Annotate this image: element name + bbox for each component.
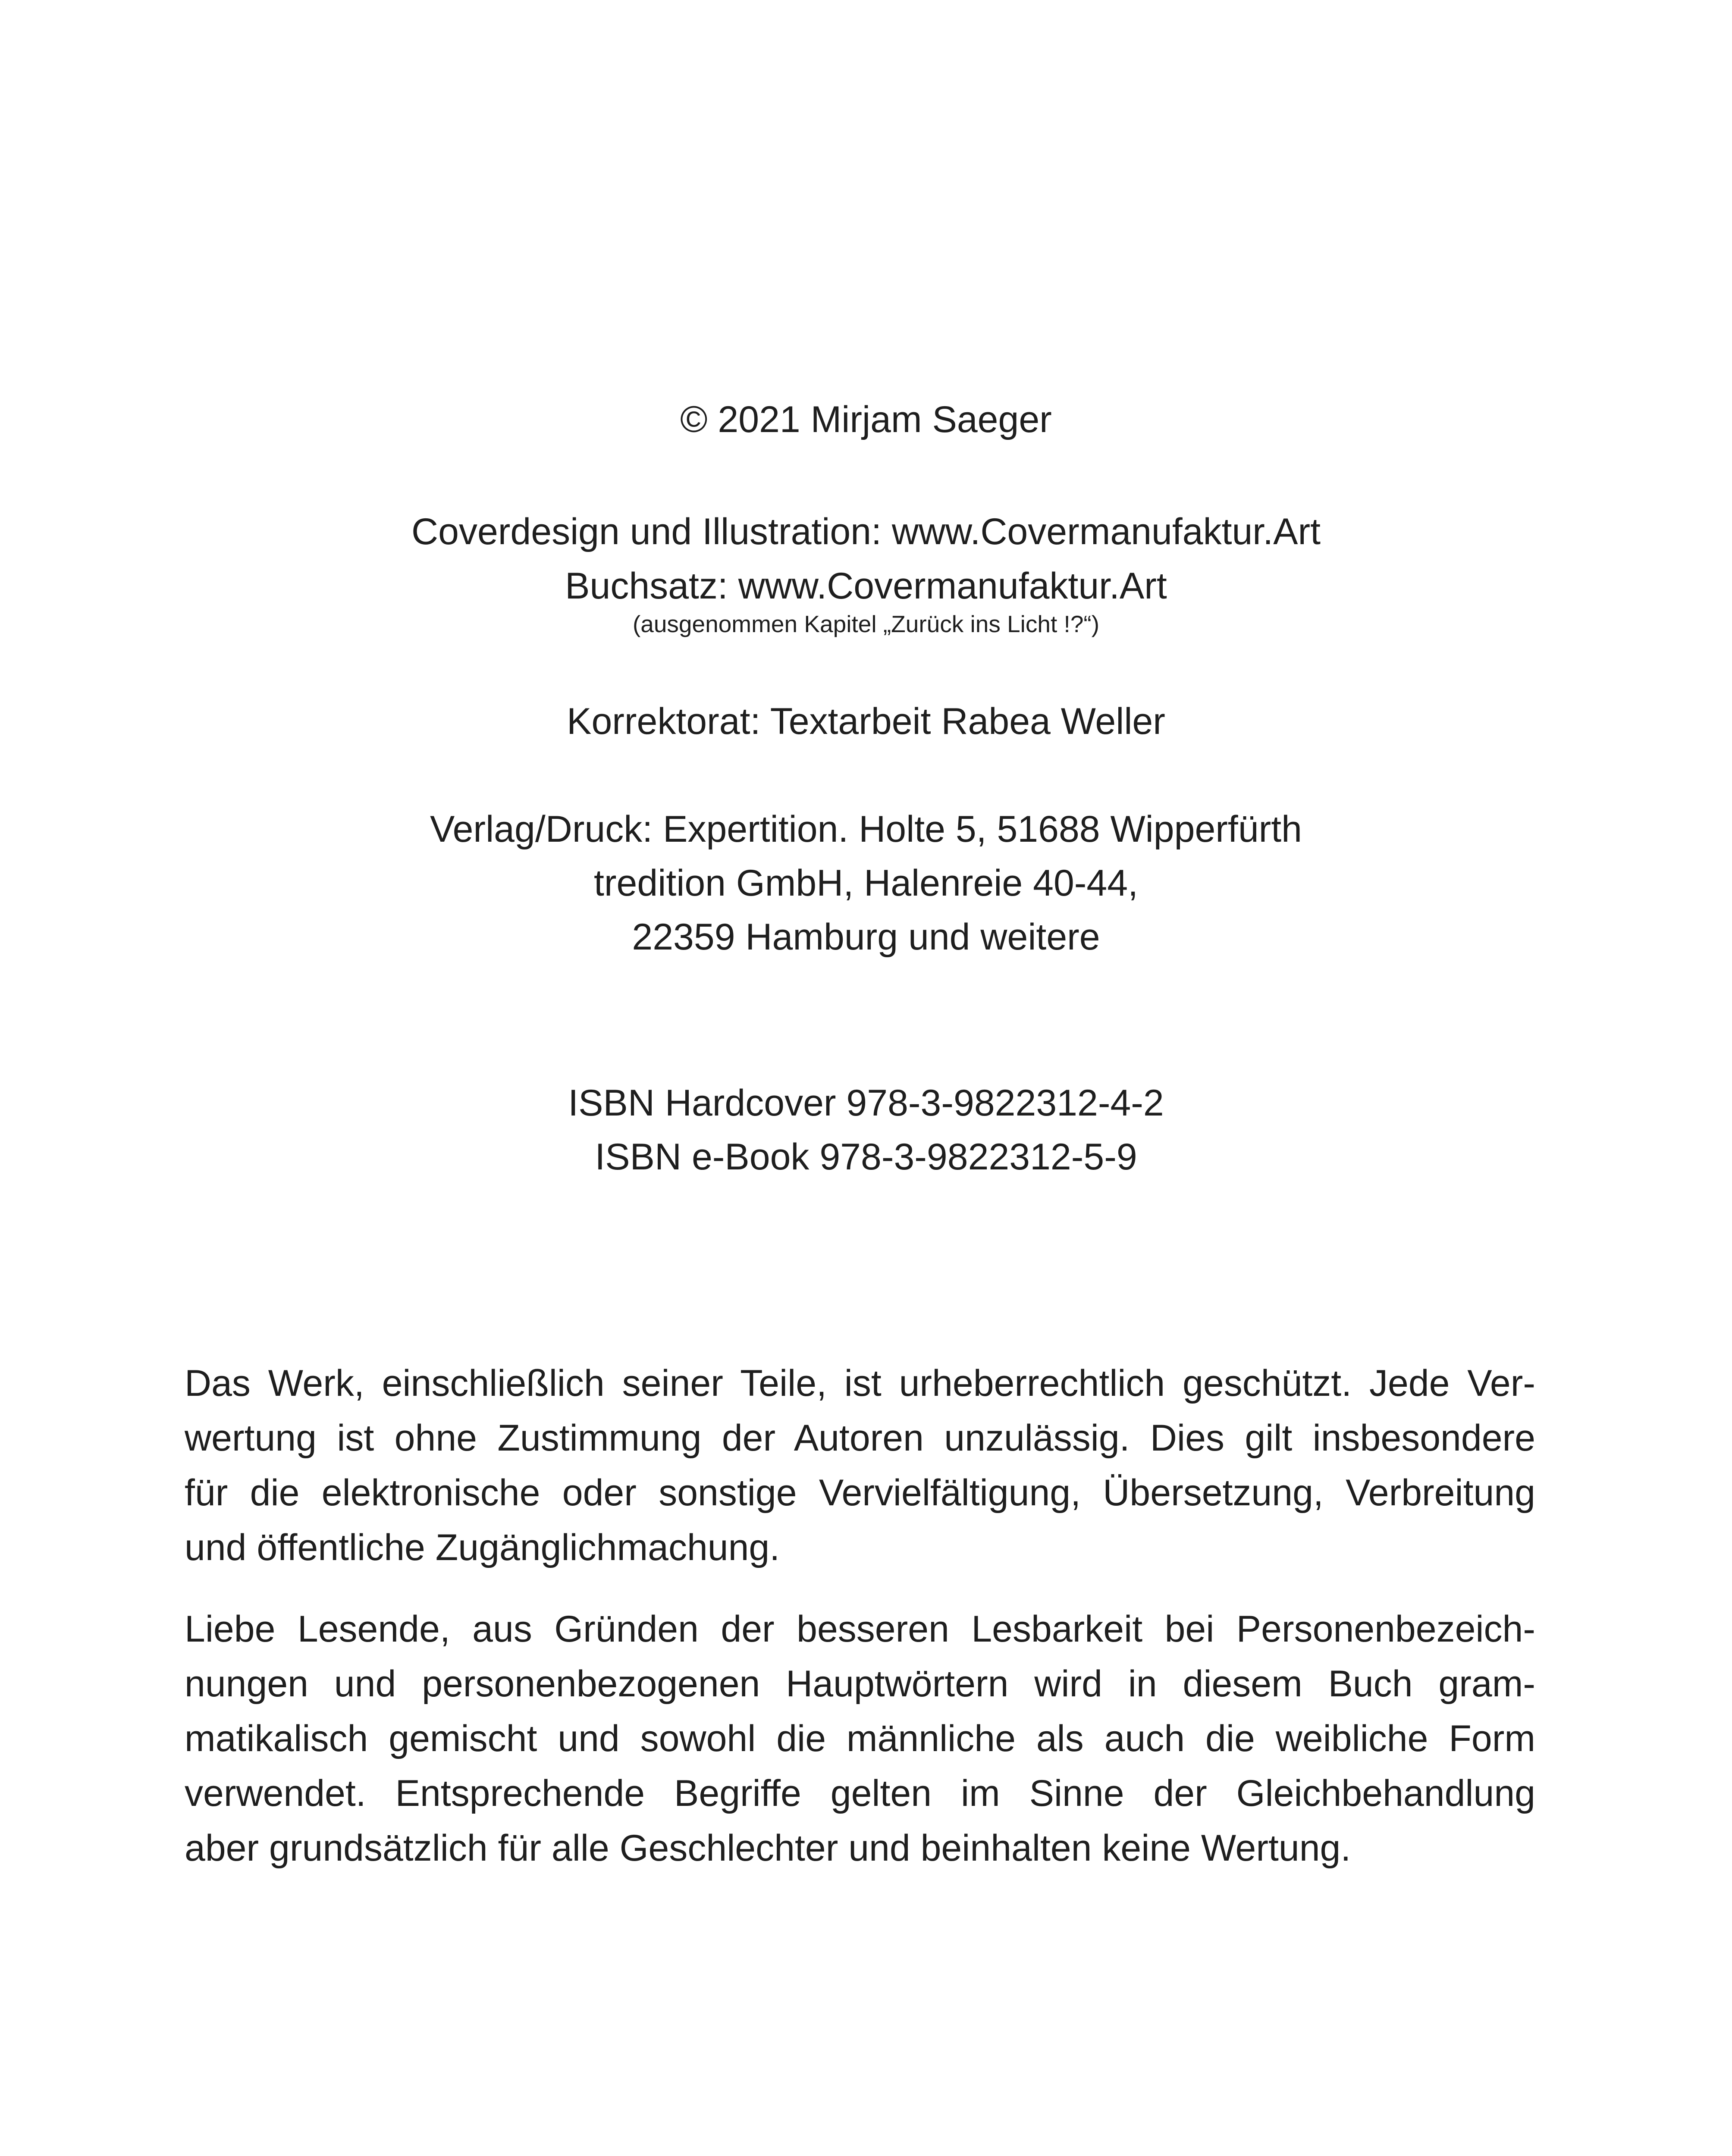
proofreading-credit: Korrektorat: Textarbeit Rabea Weller xyxy=(567,701,1165,742)
copyright-notice-paragraph xyxy=(185,1356,1535,1575)
publisher-line: 22359 Hamburg und weitere xyxy=(632,916,1100,958)
copyright-line: © 2021 Mirjam Saeger xyxy=(680,399,1052,440)
paragraph-line: Liebe Lesende, aus Gründen der besseren Lesbarkeit bei Personenbezeich- xyxy=(185,1608,1535,1650)
typesetting-note: (ausgenommen Kapitel „Zurück ins Licht !?“) xyxy=(632,611,1100,637)
paragraph-line: für die elektronische oder sonstige Vervielfältigung, Übersetzung, Verbreitung xyxy=(185,1472,1535,1514)
paragraph-line: und öffentliche Zugänglichmachung. xyxy=(185,1527,780,1568)
paragraph-line: matikalisch gemischt und sowohl die männliche als auch die weibliche Form xyxy=(185,1718,1535,1759)
gender-notice-paragraph xyxy=(185,1602,1535,1876)
isbn-ebook: ISBN e-Book 978-3-9822312-5-9 xyxy=(595,1136,1137,1178)
paragraph-line: aber grundsätzlich für alle Geschlechter und beinhalten keine Wertung. xyxy=(185,1827,1351,1869)
paragraph-line: nungen und personenbezogenen Hauptwörtern wird in diesem Buch gram- xyxy=(185,1663,1535,1705)
cover-design-credit: Coverdesign und Illustration: www.Covermanufaktur.Art xyxy=(411,511,1321,552)
isbn-hardcover: ISBN Hardcover 978-3-9822312-4-2 xyxy=(568,1082,1164,1124)
typesetting-credit: Buchsatz: www.Covermanufaktur.Art xyxy=(565,565,1167,607)
paragraph-line: verwendet. Entsprechende Begriffe gelten im Sinne der Gleichbehandlung xyxy=(185,1773,1535,1814)
paragraph-line: wertung ist ohne Zustimmung der Autoren unzulässig. Dies gilt insbesondere xyxy=(185,1417,1535,1459)
publisher-line: Verlag/Druck: Expertition. Holte 5, 51688 Wipperfürth xyxy=(430,808,1302,850)
paragraph-line: Das Werk, einschließlich seiner Teile, ist urheberrechtlich geschützt. Jede Ver- xyxy=(185,1363,1535,1404)
publisher-line: tredition GmbH, Halenreie 40-44, xyxy=(594,862,1138,904)
